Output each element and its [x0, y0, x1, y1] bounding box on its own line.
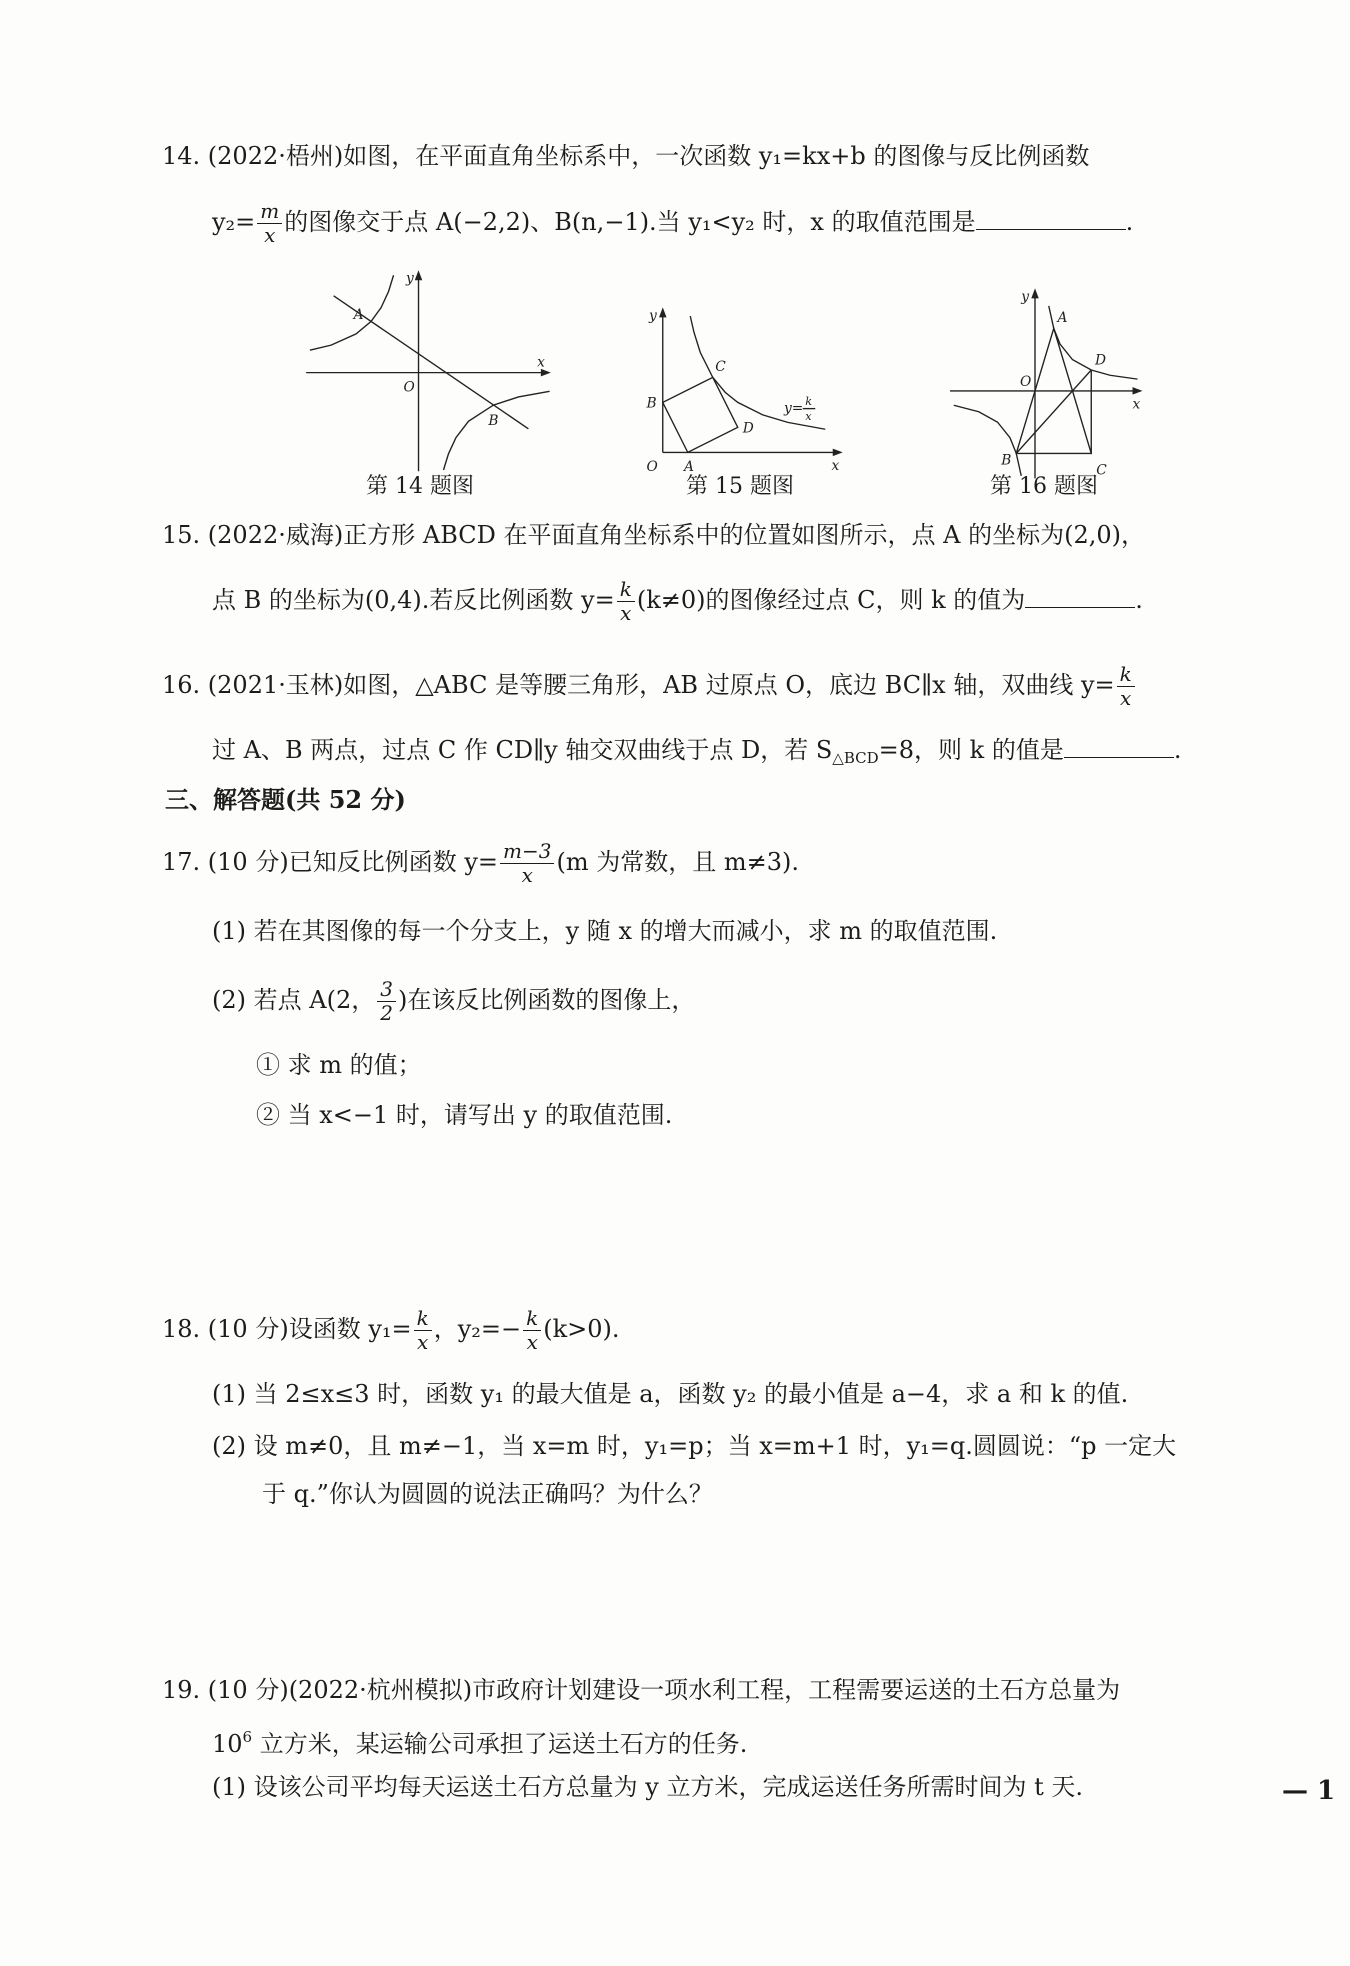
- q19-line2-post: 立方米，某运输公司承担了运送土石方的任务.: [252, 1730, 748, 1758]
- q15-line2: [212, 578, 1143, 625]
- q17-part2: [212, 978, 695, 1025]
- fig15-label-x: x: [831, 457, 840, 474]
- q18-frac1-den: x: [417, 1330, 429, 1354]
- fig16-label-c: C: [1096, 462, 1107, 479]
- fig15-square-abcd: [663, 377, 738, 452]
- q14-fraction: [257, 200, 282, 247]
- q17-part2-pre: (2) 若点 A(2，: [212, 986, 376, 1014]
- q14-line2-pre: y₂=: [212, 208, 256, 236]
- q19-part1: (1) 设该公司平均每天运送土石方总量为 y 立方米，完成运送任务所需时间为 t 天.: [212, 1773, 1083, 1801]
- q14-line1: 14. (2022·梧州)如图，在平面直角坐标系中，一次函数 y₁=kx+b 的图像与反比例函数: [162, 142, 1090, 170]
- q17-sub1: ① 求 m 的值；: [256, 1051, 422, 1079]
- q17-stem-pre: 17. (10 分)已知反比例函数 y=: [162, 848, 498, 876]
- q17-stem-post: (m 为常数，且 m≠3).: [556, 848, 799, 876]
- q14-line2: [212, 200, 1133, 247]
- q18-stem-post: (k>0).: [543, 1315, 620, 1343]
- fig15-x-arrow: [833, 449, 843, 457]
- q18-part2: (2) 设 m≠0，且 m≠−1，当 x=m 时，y₁=p；当 x=m+1 时，y₁=q.圆圆说：“p 一定大: [212, 1432, 1177, 1460]
- fig14-caption: 第 14 题图: [366, 474, 474, 499]
- q15-fraction: [617, 578, 635, 625]
- fig15-curve-num: k: [805, 394, 813, 408]
- q16-answer-blank[interactable]: [1064, 733, 1174, 758]
- fig14-label-x: x: [537, 354, 545, 371]
- page-number: — 1: [1282, 1776, 1336, 1806]
- q18-stem-mid: ，y₂=−: [433, 1315, 522, 1343]
- q16-fraction: [1117, 663, 1135, 710]
- fig15-y-arrow: [659, 307, 667, 317]
- figure-16: [950, 287, 1150, 481]
- q17-part2-post: )在该反比例函数的图像上，: [397, 986, 696, 1014]
- figure-14: [306, 269, 556, 475]
- fig15-label-o: O: [646, 459, 658, 476]
- section-heading: 三、解答题(共 52 分): [165, 785, 406, 814]
- q15-answer-blank[interactable]: [1025, 583, 1135, 608]
- fig16-y-arrow: [1031, 288, 1039, 298]
- q19-line2-exponent: 6: [242, 1728, 253, 1746]
- q19-line1: 19. (10 分)(2022·杭州模拟)市政府计划建设一项水利工程，工程需要运送的土石方总量为: [162, 1676, 1121, 1704]
- q15-frac-den: x: [620, 601, 632, 625]
- fig15-caption: 第 15 题图: [686, 474, 794, 499]
- fig14-label-o: O: [403, 379, 415, 396]
- fig14-y-arrow: [415, 270, 422, 280]
- q16-area-subscript: △BCD: [832, 749, 879, 767]
- fig15-label-a: A: [684, 459, 694, 476]
- fig16-x-arrow: [1133, 387, 1143, 395]
- q19-line2: [212, 1717, 747, 1764]
- q16-line2: [212, 730, 1181, 778]
- q16-line2-post: =8，则 k 的值是: [878, 736, 1064, 764]
- q16-end: .: [1173, 736, 1182, 764]
- q17-part1: (1) 若在其图像的每一个分支上，y 随 x 的增大而减小，求 m 的取值范围.: [212, 917, 998, 945]
- figure-15: [644, 306, 844, 475]
- fig16-caption: 第 16 题图: [990, 474, 1098, 499]
- q18-frac2-den: x: [526, 1330, 538, 1354]
- fig14-hyperbola-branch-4: [443, 391, 549, 470]
- fig14-label-a: A: [353, 306, 364, 323]
- fig14-label-y: y: [406, 270, 414, 287]
- fig16-label-o: O: [1020, 373, 1032, 390]
- fig15-curve-den: x: [805, 409, 812, 423]
- q17-fraction: [500, 840, 554, 887]
- q15-line2-pre: 点 B 的坐标为(0,4).若反比例函数 y=: [212, 586, 615, 614]
- q15-frac-num: k: [617, 578, 635, 602]
- q17-sub2: ② 当 x<−1 时，请写出 y 的取值范围.: [256, 1101, 673, 1129]
- fig15-label-d: D: [742, 420, 754, 437]
- q14-answer-blank[interactable]: [976, 205, 1126, 230]
- q18-stem: [162, 1307, 620, 1354]
- q15-end: .: [1135, 586, 1143, 614]
- fig15-label-c: C: [715, 359, 726, 376]
- fig16-label-a: A: [1057, 310, 1068, 327]
- q16-frac-num: k: [1117, 663, 1135, 687]
- q14-end: .: [1125, 208, 1134, 236]
- q16-line1: [162, 663, 1137, 710]
- q14-frac-num: m: [257, 200, 282, 224]
- q17-part2-fraction: [377, 978, 396, 1025]
- fig15-label-b: B: [646, 395, 657, 412]
- fig15-curve-label: y=: [784, 400, 804, 417]
- q16-line1-pre: 16. (2021·玉林)如图，△ABC 是等腰三角形，AB 过原点 O，底边 BC∥x 轴，双曲线 y=: [162, 671, 1115, 699]
- q18-frac1-num: k: [414, 1307, 432, 1331]
- q15-line2-post: (k≠0)的图像经过点 C，则 k 的值为: [636, 586, 1026, 614]
- fig16-label-x: x: [1132, 396, 1141, 413]
- fig15-label-y: y: [649, 307, 657, 324]
- q18-fraction-2: [523, 1307, 541, 1354]
- q15-line1: 15. (2022·威海)正方形 ABCD 在平面直角坐标系中的位置如图所示，点 A 的坐标为(2,0)，: [162, 521, 1145, 549]
- q18-frac2-num: k: [523, 1307, 541, 1331]
- q14-line2-post: 的图像交于点 A(−2,2)、B(n,−1).当 y₁<y₂ 时，x 的取值范围是: [284, 208, 976, 236]
- q19-line2-base: 10: [212, 1730, 243, 1758]
- q18-stem-pre: 18. (10 分)设函数 y₁=: [162, 1315, 412, 1343]
- q17-frac-den: x: [521, 863, 533, 887]
- fig16-label-y: y: [1021, 288, 1030, 305]
- q17-part2-frac-den: 2: [380, 1001, 393, 1025]
- fig14-hyperbola-branch-2: [310, 275, 394, 350]
- q14-frac-den: x: [264, 223, 276, 247]
- q18-part2-continued: 于 q.”你认为圆圆的说法正确吗？为什么？: [262, 1480, 713, 1508]
- q18-fraction-1: [414, 1307, 432, 1354]
- q16-frac-den: x: [1120, 686, 1132, 710]
- q17-stem: [162, 840, 799, 887]
- fig16-label-d: D: [1095, 352, 1107, 369]
- q18-part1: (1) 当 2≤x≤3 时，函数 y₁ 的最大值是 a，函数 y₂ 的最小值是 a−4，求 a 和 k 的值.: [212, 1380, 1129, 1408]
- fig16-label-b: B: [1001, 452, 1012, 469]
- q16-line2-pre: 过 A、B 两点，过点 C 作 CD∥y 轴交双曲线于点 D，若 S: [212, 736, 833, 764]
- q17-part2-frac-num: 3: [377, 978, 396, 1002]
- q17-frac-num: m−3: [500, 840, 554, 864]
- fig14-label-b: B: [488, 413, 499, 430]
